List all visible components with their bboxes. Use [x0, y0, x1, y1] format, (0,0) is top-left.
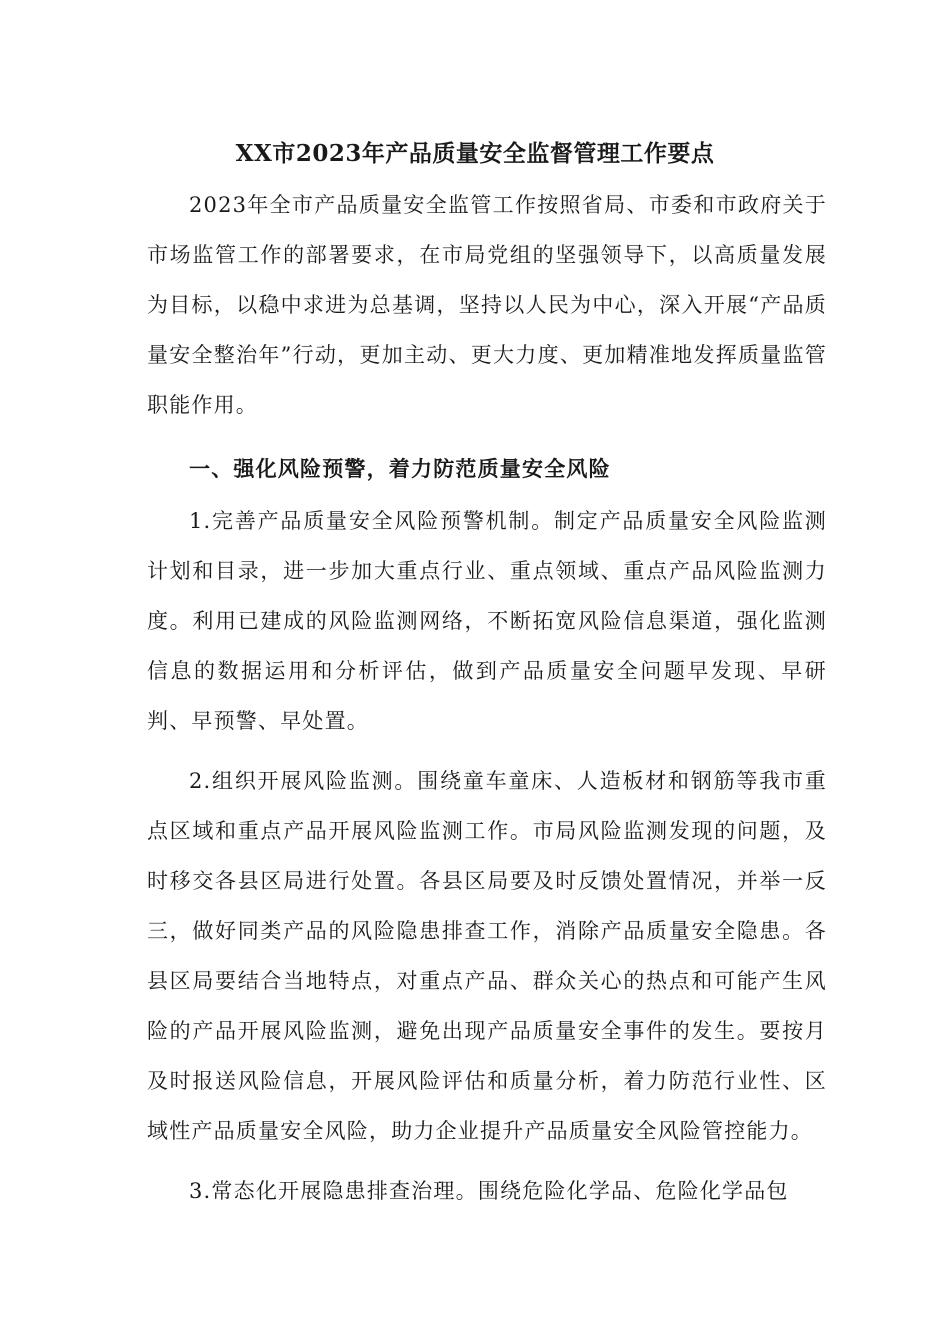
document-title: XX市2023年产品质量安全监督管理工作要点 — [235, 140, 715, 167]
list-item-2: 2.组织开展风险监测。围绕童车童床、人造板材和钢筋等我市重点区域和重点产品开展风险监测工作。市局风险监测发现的问题，及时移交各县区局进行处置。各县区局要及时反馈处置情况，并举一反三，做好同类产品的风险隐患排查工作，消除产品质量安全隐患。各县区局要结合当地特点，对重点产品、群众关心的热点和可能产生风险的产品开展风险监测，避免出现产品质量安全事件的发生。要按月及时报送风险信息，开展风险评估和质量分析，着力防范行业性、区域性产品质量安全风险，助力企业提升产品质量安全风险管控能力。 — [147, 769, 827, 1143]
document-body — [147, 180, 827, 1216]
list-item-1: 1.完善产品质量安全风险预警机制。制定产品质量安全风险监测计划和目录，进一步加大重点行业、重点领域、重点产品风险监测力度。利用已建成的风险监测网络，不断拓宽风险信息渠道，强化监测信息的数据运用和分析评估，做到产品质量安全问题早发现、早研判、早预警、早处置。 — [147, 509, 827, 733]
section-heading-1: 一、强化风险预警，着力防范质量安全风险 — [189, 456, 611, 481]
intro-paragraph: 2023年全市产品质量安全监管工作按照省局、市委和市政府关于市场监管工作的部署要求，在市局党组的坚强领导下，以高质量发展为目标，以稳中求进为总基调，坚持以人民为中心，深入开展“产品质量安全整治年”行动，更加主动、更大力度、更加精准地发挥质量监管职能作用。 — [147, 193, 827, 417]
list-item-3: 3.常态化开展隐患排查治理。围绕危险化学品、危险化学品包 — [189, 1179, 789, 1203]
